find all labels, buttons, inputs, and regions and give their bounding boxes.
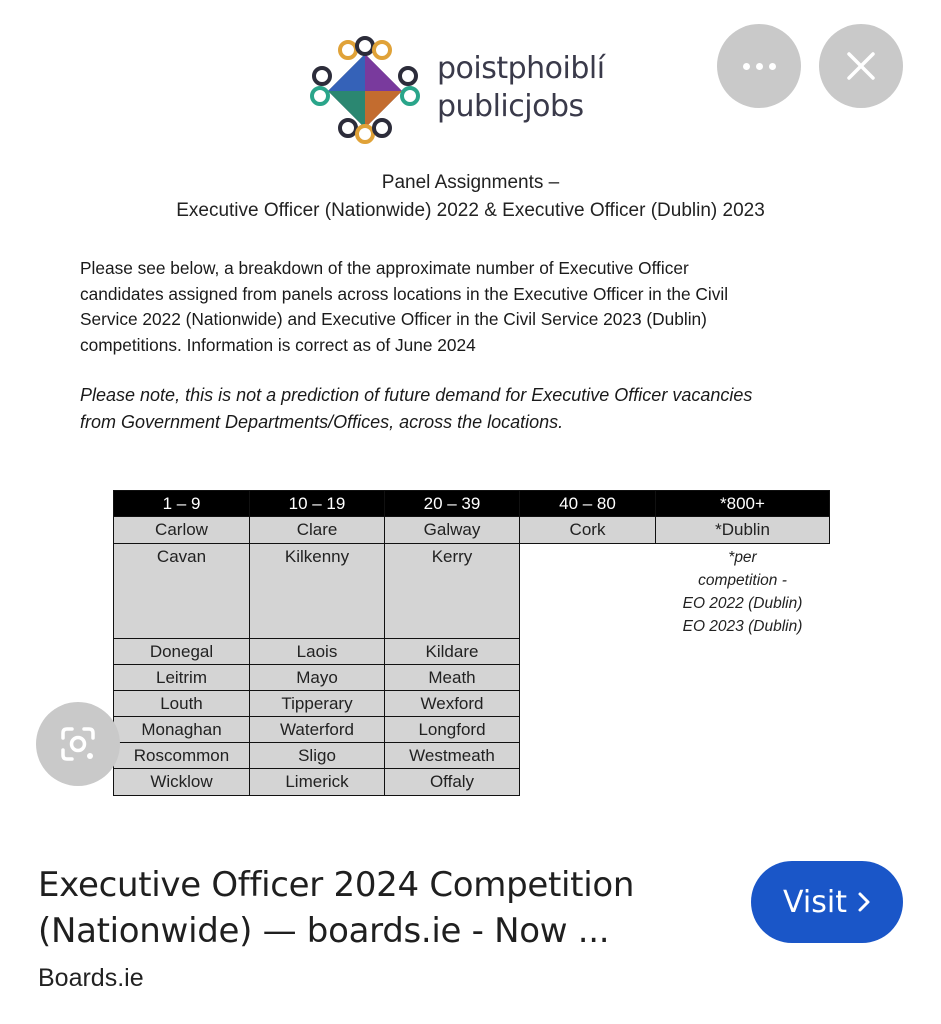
table-cell: Westmeath bbox=[384, 742, 520, 769]
result-title-line: (Nationwide) — boards.ie - Now ... bbox=[38, 911, 610, 951]
table-header: *800+ bbox=[655, 490, 830, 517]
note-paragraph bbox=[80, 382, 880, 436]
table-cell: Sligo bbox=[249, 742, 385, 769]
table-cell: Louth bbox=[113, 690, 250, 717]
table-cell: Meath bbox=[384, 664, 520, 691]
table-header: 10 – 19 bbox=[249, 490, 385, 517]
table-header: 20 – 39 bbox=[384, 490, 520, 517]
footnote-line: EO 2023 (Dublin) bbox=[682, 618, 803, 635]
more-options-button[interactable] bbox=[717, 24, 801, 108]
close-button[interactable] bbox=[819, 24, 903, 108]
visual-search-button[interactable] bbox=[36, 702, 120, 786]
dublin-footnote bbox=[655, 546, 830, 638]
table-cell: Kerry bbox=[384, 543, 520, 639]
table-cell: Cavan bbox=[113, 543, 250, 639]
table-cell: Kilkenny bbox=[249, 543, 385, 639]
table-cell: Tipperary bbox=[249, 690, 385, 717]
table-cell: Longford bbox=[384, 716, 520, 743]
note-line: from Government Departments/Offices, across the locations. bbox=[80, 412, 564, 432]
para-line: candidates assigned from panels across locations in the Executive Officer in the Civil bbox=[80, 283, 729, 304]
publicjobs-logo bbox=[310, 36, 640, 146]
close-icon bbox=[846, 51, 876, 81]
table-cell: Kildare bbox=[384, 638, 520, 665]
result-title[interactable] bbox=[38, 862, 698, 954]
table-header: 40 – 80 bbox=[519, 490, 656, 517]
table-cell: Wicklow bbox=[113, 768, 250, 796]
result-title-line: Executive Officer 2024 Competition bbox=[38, 865, 635, 905]
table-cell: *Dublin bbox=[655, 516, 830, 544]
visual-search-icon bbox=[59, 725, 97, 763]
table-cell: Donegal bbox=[113, 638, 250, 665]
table-cell: Roscommon bbox=[113, 742, 250, 769]
logo-line1: poistphoiblí bbox=[437, 51, 605, 86]
table-cell: Monaghan bbox=[113, 716, 250, 743]
visit-button[interactable] bbox=[751, 861, 903, 943]
result-source: Boards.ie bbox=[38, 964, 144, 992]
visit-label: Visit bbox=[783, 884, 847, 920]
more-dots-icon bbox=[743, 63, 776, 70]
footnote-line: EO 2022 (Dublin) bbox=[682, 595, 803, 612]
table-cell: Leitrim bbox=[113, 664, 250, 691]
table-cell: Carlow bbox=[113, 516, 250, 544]
footnote-line: *per bbox=[728, 549, 757, 566]
note-line: Please note, this is not a prediction of future demand for Executive Officer vacancies bbox=[80, 385, 753, 405]
table-cell: Clare bbox=[249, 516, 385, 544]
para-line: competitions. Information is correct as of June 2024 bbox=[80, 334, 476, 355]
table-cell: Laois bbox=[249, 638, 385, 665]
table-cell: Limerick bbox=[249, 768, 385, 796]
table-header: 1 – 9 bbox=[113, 490, 250, 517]
table-cell: Galway bbox=[384, 516, 520, 544]
para-line: Service 2022 (Nationwide) and Executive Officer in the Civil Service 2023 (Dublin) bbox=[80, 309, 707, 329]
para-line: Please see below, a breakdown of the approximate number of Executive Officer bbox=[80, 258, 689, 278]
table-cell: Offaly bbox=[384, 768, 520, 796]
logo-line2: publicjobs bbox=[437, 89, 584, 124]
chevron-right-icon bbox=[857, 891, 871, 913]
logo-mark-icon bbox=[310, 36, 420, 146]
doc-title-line2: Executive Officer (Nationwide) 2022 & Executive Officer (Dublin) 2023 bbox=[176, 200, 765, 221]
table-cell: Mayo bbox=[249, 664, 385, 691]
table-cell: Cork bbox=[519, 516, 656, 544]
table-cell: Wexford bbox=[384, 690, 520, 717]
intro-paragraph bbox=[80, 256, 880, 358]
table-cell: Waterford bbox=[249, 716, 385, 743]
doc-title-line1: Panel Assignments – bbox=[381, 172, 560, 193]
footnote-line: competition - bbox=[698, 572, 787, 589]
